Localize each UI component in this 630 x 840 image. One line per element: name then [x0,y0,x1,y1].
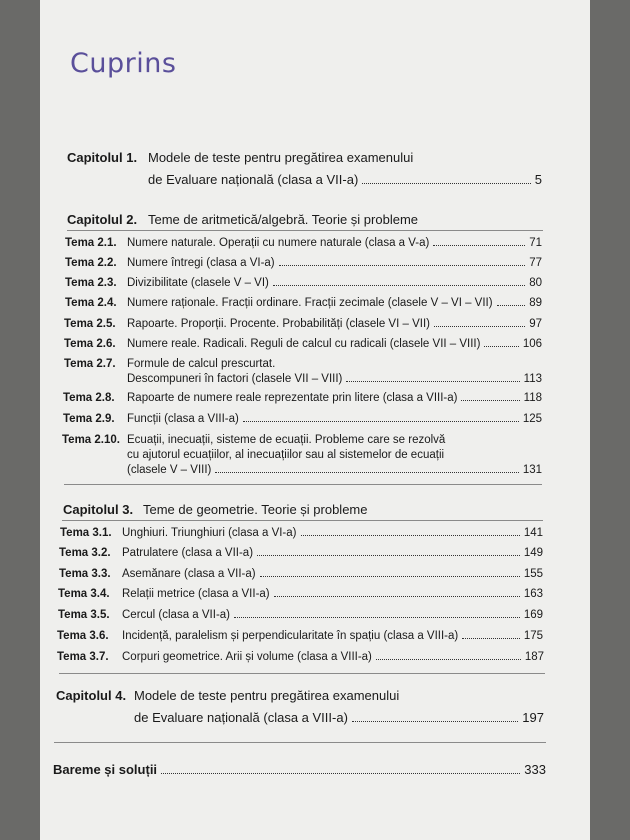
leader-dots [434,326,525,327]
chapter-1-title-line1: Modele de teste pentru pregătirea examenului [148,150,414,165]
toc-entry-continuation [127,373,542,385]
entry-page: 118 [523,392,542,404]
answers-label: Bareme și soluții [53,762,158,777]
chapter-3-heading [63,502,543,517]
entry-title-continued: (clasele V – VIII) [127,464,212,476]
leader-dots [362,183,530,184]
entry-label: Tema 3.4. [58,588,110,600]
entry-page: 113 [523,373,542,385]
entry-label: Tema 3.5. [58,609,110,621]
entry-label: Tema 2.2. [65,257,117,269]
toc-entry [62,434,542,446]
book-page [40,0,590,840]
chapter-1-page: 5 [534,172,542,187]
entry-label: Tema 3.7. [57,651,109,663]
entry-label: Tema 3.6. [57,630,109,642]
divider [54,742,546,743]
entry-title: Corpuri geometrice. Arii și volume (clasa a VIII-a) [122,651,372,663]
toc-entry [65,297,542,309]
entry-title: Numere raționale. Fracții ordinare. Fracții zecimale (clasele V – VI – VII) [127,297,493,309]
chapter-1-title-line2: de Evaluare națională (clasa a VII-a) [148,172,359,187]
entry-title: Patrulatere (clasa a VII-a) [122,547,254,559]
toc-entry [64,358,542,370]
leader-dots [461,400,519,401]
leader-dots [433,245,525,246]
entry-page: 169 [523,609,543,621]
answers-entry [53,762,546,777]
toc-entry [63,392,542,404]
entry-label: Tema 2.6. [64,338,116,350]
entry-page: 155 [523,568,543,580]
entry-title: Incidență, paralelism și perpendicularitate în spațiu (clasa a VIII-a) [122,630,459,642]
entry-page: 163 [523,588,543,600]
leader-dots [346,381,519,382]
chapter-4-line2 [134,710,544,725]
leader-dots [243,421,519,422]
divider [62,520,543,521]
toc-entry [65,257,542,269]
toc-entry [58,609,543,621]
entry-label: Tema 3.2. [59,547,111,559]
entry-title: Funcții (clasa a VIII-a) [127,413,239,425]
leader-dots [484,346,518,347]
leader-dots [352,721,518,722]
leader-dots [234,617,520,618]
entry-label: Tema 2.9. [63,413,115,425]
entry-page: 106 [522,338,542,350]
chapter-2-heading [67,212,542,227]
entry-page: 125 [522,413,542,425]
chapter-2-label: Capitolul 2. [67,212,138,227]
entry-label: Tema 2.5. [64,318,116,330]
entry-label: Tema 2.4. [65,297,117,309]
entry-title: Numere întregi (clasa a VI-a) [127,257,275,269]
entry-title: Rapoarte. Proporții. Procente. Probabilități (clasele VI – VII) [127,318,430,330]
entry-label: Tema 3.3. [59,568,111,580]
entry-label: Tema 2.7. [64,358,116,370]
toc-entry-continuation [127,449,542,461]
leader-dots [215,472,518,473]
toc-entry [59,568,543,580]
chapter-4-label: Capitolul 4. [56,688,127,703]
toc-entry [57,651,544,663]
entry-title: Asemănare (clasa a VII-a) [122,568,256,580]
entry-page: 89 [529,297,542,309]
entry-title: Ecuații, inecuații, sisteme de ecuații. Probleme care se rezolvă [127,434,446,446]
leader-dots [274,596,520,597]
chapter-4-title-line1: Modele de teste pentru pregătirea examenului [134,688,400,703]
entry-page: 71 [529,237,542,249]
chapter-4-heading [56,688,545,703]
entry-title: Unghiuri. Triunghiuri (clasa a VI-a) [122,527,297,539]
divider [67,230,543,231]
toc-entry [64,318,542,330]
chapter-3-label: Capitolul 3. [63,502,134,517]
entry-label: Tema 2.10. [62,434,120,446]
entry-title: Formule de calcul prescurtat. [127,358,276,370]
entry-title: Divizibilitate (clasele V – VI) [127,277,269,289]
toc-entry [64,338,542,350]
page-title: Cuprins [70,48,177,79]
entry-title-continued: Descompuneri în factori (clasele VII – VIII) [127,373,343,385]
entry-page: 187 [524,651,544,663]
leader-dots [273,285,525,286]
entry-page: 141 [523,527,543,539]
chapter-4-title-line2: de Evaluare națională (clasa a VIII-a) [134,710,348,725]
entry-page: 97 [529,318,542,330]
toc-entry [57,630,543,642]
leader-dots [260,576,520,577]
entry-page: 80 [529,277,542,289]
toc-entry [58,588,543,600]
chapter-4-page: 197 [522,710,544,725]
entry-label: Tema 2.8. [63,392,115,404]
chapter-1-label: Capitolul 1. [67,150,138,165]
entry-label: Tema 3.1. [60,527,112,539]
divider [59,673,545,674]
entry-page: 131 [522,464,542,476]
toc-entry [60,527,543,539]
chapter-2-title: Teme de aritmetică/algebră. Teorie și probleme [148,212,419,227]
entry-title-continued: cu ajutorul ecuațiilor, al inecuațiilor sau al sistemelor de ecuații [127,449,445,461]
chapter-1-heading [67,150,542,165]
entry-title: Cercul (clasa a VII-a) [122,609,231,621]
leader-dots [462,638,520,639]
toc-entry [65,237,542,249]
entry-title: Rapoarte de numere reale reprezentate prin litere (clasa a VIII-a) [127,392,458,404]
toc-entry [65,277,542,289]
leader-dots [161,773,520,774]
leader-dots [279,265,526,266]
answers-page: 333 [524,762,546,777]
entry-label: Tema 2.3. [65,277,117,289]
entry-title: Numere reale. Radicali. Reguli de calcul cu radicali (clasele VII – VIII) [127,338,481,350]
entry-title: Relații metrice (clasa a VII-a) [122,588,270,600]
toc-entry-continuation [127,464,542,476]
chapter-3-title: Teme de geometrie. Teorie și probleme [143,502,368,517]
entry-page: 175 [523,630,543,642]
table-of-contents [40,0,590,840]
entry-page: 149 [523,547,543,559]
leader-dots [257,555,520,556]
entry-label: Tema 2.1. [65,237,117,249]
leader-dots [376,659,521,660]
divider [64,484,542,485]
leader-dots [301,535,520,536]
toc-entry [63,413,542,425]
leader-dots [497,305,526,306]
chapter-1-line2 [148,172,542,187]
entry-page: 77 [529,257,542,269]
entry-title: Numere naturale. Operații cu numere naturale (clasa a V-a) [127,237,430,249]
toc-entry [59,547,543,559]
